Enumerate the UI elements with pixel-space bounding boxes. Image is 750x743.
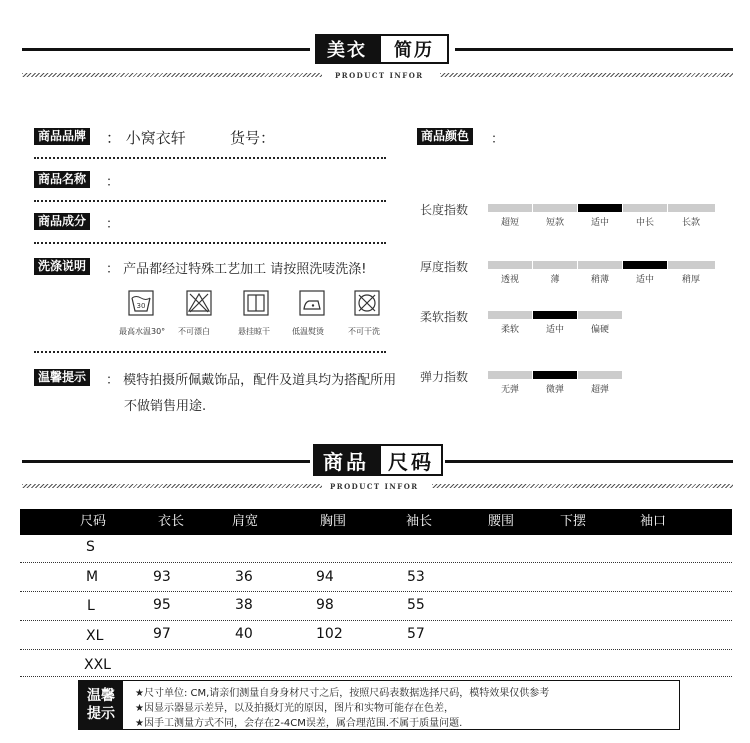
col-shoulder: 肩宽 xyxy=(232,514,259,529)
wash-temp: 30 xyxy=(136,302,146,310)
divider xyxy=(34,242,386,244)
length-index-label: 长度指数 xyxy=(420,203,469,217)
brand-label: 商品品牌 xyxy=(34,128,90,145)
no-dryclean-icon xyxy=(354,290,380,316)
iron-low-icon xyxy=(299,290,325,316)
size-table-header xyxy=(20,509,732,535)
row-divider xyxy=(20,562,732,563)
thickness-opt-1: 薄 xyxy=(550,275,560,285)
length-seg-0 xyxy=(488,204,532,212)
brand-value: ： 小窝衣轩 xyxy=(106,129,186,147)
thickness-seg-4 xyxy=(668,261,715,269)
divider xyxy=(34,157,386,159)
notes-tag-line2: 提示 xyxy=(87,706,115,722)
iron-low-caption: 低温熨烫 xyxy=(292,327,324,336)
wash-30-icon xyxy=(128,290,154,316)
header1-banner xyxy=(315,34,449,64)
row-xl-length: 97 xyxy=(153,626,171,642)
notes-box xyxy=(78,680,680,730)
softness-opt-2: 偏硬 xyxy=(590,325,609,335)
divider xyxy=(34,351,386,353)
header2-line-right xyxy=(445,460,733,463)
col-hem: 下摆 xyxy=(560,514,587,529)
thickness-opt-4: 稍厚 xyxy=(681,275,700,285)
thickness-seg-1 xyxy=(533,261,577,269)
row-m-size: M xyxy=(86,569,99,585)
length-opt-3: 中长 xyxy=(635,218,654,228)
row-l-chest: 98 xyxy=(316,597,334,613)
name-label: 商品名称 xyxy=(34,171,90,188)
material-value: ： xyxy=(106,217,120,232)
header1-hatch-left xyxy=(22,73,322,77)
wash-30-caption: 最高水温30° xyxy=(119,327,166,336)
col-size: 尺码 xyxy=(80,514,107,529)
row-m-shoulder: 36 xyxy=(235,569,253,585)
row-divider xyxy=(20,591,732,592)
row-divider xyxy=(20,676,732,677)
row-xl-chest: 102 xyxy=(316,626,343,642)
header2-line-left xyxy=(22,460,310,463)
row-xl-shoulder: 40 xyxy=(235,626,253,642)
elasticity-index-label: 弹力指数 xyxy=(420,370,469,384)
col-chest: 胸围 xyxy=(320,514,347,529)
row-m-length: 93 xyxy=(153,569,171,585)
row-divider xyxy=(20,649,732,650)
row-xxl-size: XXL xyxy=(84,657,111,673)
header2-hatch-left xyxy=(22,484,322,488)
length-seg-3 xyxy=(623,204,667,212)
elasticity-seg-1 xyxy=(533,371,577,379)
note-line-3: ★因手工测量方式不同，会存在2-4CM误差，属合理范围.不属于质量问题. xyxy=(135,718,463,729)
col-length: 衣长 xyxy=(158,514,185,529)
thickness-index-label: 厚度指数 xyxy=(420,260,469,274)
thickness-seg-2 xyxy=(578,261,622,269)
thickness-opt-2: 稍薄 xyxy=(590,275,609,285)
row-divider xyxy=(20,620,732,621)
divider xyxy=(34,200,386,202)
softness-seg-0 xyxy=(488,311,532,319)
softness-opt-1: 适中 xyxy=(545,325,564,335)
softness-index-label: 柔软指数 xyxy=(420,310,469,324)
note-line-1: ★尺寸单位: CM,请亲们测量自身身材尺寸之后，按照尺码表数据选择尺码，模特效果仅供参考 xyxy=(135,688,550,699)
col-sleeve: 袖长 xyxy=(406,514,433,529)
thickness-seg-3 xyxy=(623,261,667,269)
elasticity-seg-2 xyxy=(578,371,622,379)
length-seg-2 xyxy=(578,204,622,212)
header1-part2: 简历 xyxy=(379,34,449,64)
wash-label: 洗涤说明 xyxy=(34,258,90,275)
color-value: ： xyxy=(491,132,505,147)
row-m-chest: 94 xyxy=(316,569,334,585)
thickness-seg-0 xyxy=(488,261,532,269)
header1-hatch-right xyxy=(440,73,733,77)
elasticity-seg-0 xyxy=(488,371,532,379)
header1-part1: 美衣 xyxy=(315,34,379,64)
length-opt-1: 短款 xyxy=(545,218,564,228)
length-opt-2: 适中 xyxy=(590,218,609,228)
hang-dry-caption: 悬挂晾干 xyxy=(238,327,270,336)
row-l-size: L xyxy=(87,598,95,614)
note-line-2: ★因显示器显示差异，以及拍摄灯光的原因，图片和实物可能存在色差， xyxy=(135,703,454,714)
goods-no-label: 货号： xyxy=(230,129,276,147)
no-bleach-caption: 不可漂白 xyxy=(178,327,210,336)
col-cuff: 袖口 xyxy=(640,514,667,529)
length-opt-0: 超短 xyxy=(500,218,519,228)
notes-tag-line1: 温馨 xyxy=(87,688,115,704)
header1-line-right xyxy=(455,48,733,51)
row-m-sleeve: 53 xyxy=(407,569,425,585)
header1-line-left xyxy=(22,48,310,51)
tip-label: 温馨提示 xyxy=(34,369,90,386)
header1-subtitle: PRODUCT INFOR xyxy=(335,71,424,80)
row-xl-sleeve: 57 xyxy=(407,626,425,642)
hang-dry-icon xyxy=(243,290,269,316)
row-l-length: 95 xyxy=(153,597,171,613)
softness-seg-2 xyxy=(578,311,622,319)
length-seg-4 xyxy=(668,204,715,212)
wash-value: ： 产品都经过特殊工艺加工 请按照洗唛洗涤! xyxy=(106,262,367,277)
elasticity-opt-0: 无弹 xyxy=(500,385,519,395)
no-dryclean-caption: 不可干洗 xyxy=(348,327,380,336)
notes-tag xyxy=(79,681,123,729)
tip-value: ： 模特拍摄所佩戴饰品，配件及道具均为搭配所用 xyxy=(106,373,397,388)
header2-subtitle: PRODUCT INFOR xyxy=(330,482,419,491)
header2-hatch-right xyxy=(432,484,733,488)
row-l-sleeve: 55 xyxy=(407,597,425,613)
header2-part2: 尺码 xyxy=(379,444,443,476)
thickness-opt-3: 适中 xyxy=(635,275,654,285)
elasticity-opt-2: 超弹 xyxy=(590,385,609,395)
material-label: 商品成分 xyxy=(34,213,90,230)
header2-banner xyxy=(313,444,443,476)
length-seg-1 xyxy=(533,204,577,212)
color-label: 商品颜色 xyxy=(417,128,473,145)
elasticity-opt-1: 微弹 xyxy=(545,385,564,395)
row-xl-size: XL xyxy=(86,628,104,644)
softness-seg-1 xyxy=(533,311,577,319)
no-bleach-icon xyxy=(186,290,212,316)
row-l-shoulder: 38 xyxy=(235,597,253,613)
row-s-size: S xyxy=(86,539,95,555)
tip-value-2: 不做销售用途. xyxy=(124,399,207,414)
col-waist: 腰围 xyxy=(488,514,515,529)
softness-opt-0: 柔软 xyxy=(500,325,519,335)
header2-part1: 商品 xyxy=(313,444,379,476)
thickness-opt-0: 透视 xyxy=(500,275,519,285)
length-opt-4: 长款 xyxy=(681,218,700,228)
name-value: ： xyxy=(106,175,120,190)
